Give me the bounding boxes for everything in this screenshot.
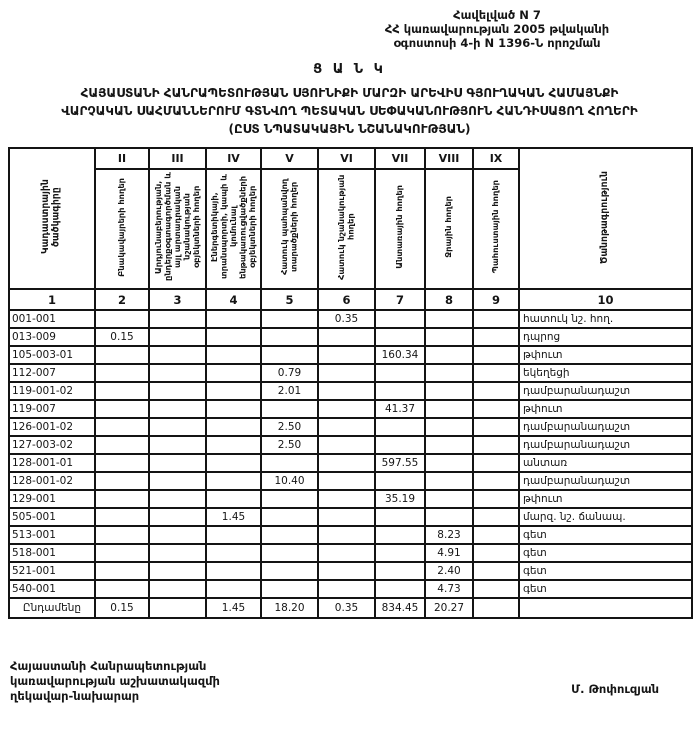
area-value-cell	[95, 346, 149, 364]
note-cell: դամբարանադաշտ	[519, 436, 692, 454]
area-value-cell	[375, 472, 425, 490]
table-row	[9, 454, 692, 472]
area-value-cell: 597.55	[375, 454, 425, 472]
area-value-cell	[318, 400, 375, 418]
roman-numeral-viii: VIII	[425, 148, 473, 169]
area-value-cell	[425, 346, 473, 364]
area-value-cell: 0.15	[95, 328, 149, 346]
column-number: 4	[206, 289, 261, 310]
area-value-cell	[375, 436, 425, 454]
table-row	[9, 436, 692, 454]
note-cell: գետ	[519, 580, 692, 598]
area-value-cell	[318, 454, 375, 472]
area-value-cell	[95, 580, 149, 598]
col-header-water-lands: Ջրային հողեր	[425, 169, 473, 289]
area-value-cell	[425, 328, 473, 346]
column-number: 5	[261, 289, 318, 310]
table-row	[9, 562, 692, 580]
column-number: 6	[318, 289, 375, 310]
area-value-cell	[425, 310, 473, 328]
signatory-title-line-2: կառավարության աշխատակազմի	[10, 674, 220, 688]
document-title	[0, 84, 699, 138]
area-value-cell	[206, 418, 261, 436]
table-row	[9, 526, 692, 544]
note-cell: թփուտ	[519, 400, 692, 418]
area-value-cell	[473, 580, 519, 598]
area-value-cell	[95, 310, 149, 328]
table-row	[9, 346, 692, 364]
area-value-cell	[149, 418, 206, 436]
area-value-cell	[206, 400, 261, 418]
cadastral-code-cell: 119-007	[9, 400, 95, 418]
table-row	[9, 508, 692, 526]
area-value-cell	[473, 346, 519, 364]
signatory-title-line-3: ղեկավար-նախարար	[10, 689, 140, 703]
area-value-cell	[425, 472, 473, 490]
area-value-cell	[473, 418, 519, 436]
table-row	[9, 472, 692, 490]
area-value-cell	[473, 562, 519, 580]
area-value-cell	[149, 580, 206, 598]
area-value-cell	[95, 418, 149, 436]
cadastral-code-cell: 128-001-01	[9, 454, 95, 472]
area-value-cell	[206, 328, 261, 346]
area-value-cell	[95, 382, 149, 400]
total-value: 0.35	[318, 598, 375, 618]
area-value-cell	[95, 562, 149, 580]
area-value-cell	[149, 436, 206, 454]
cadastral-code-cell: 513-001	[9, 526, 95, 544]
area-value-cell	[261, 400, 318, 418]
col-header-protected-lands: Հատուկ պահպանվող տարածքների հողեր	[261, 169, 318, 289]
area-value-cell	[95, 490, 149, 508]
annex-line-2: ՀՀ կառավարության 2005 թվականի	[384, 22, 610, 36]
area-value-cell	[149, 490, 206, 508]
cadastral-code-cell: 505-001	[9, 508, 95, 526]
note-cell: դամբարանադաշտ	[519, 418, 692, 436]
table-row	[9, 490, 692, 508]
area-value-cell	[149, 328, 206, 346]
area-value-cell	[206, 472, 261, 490]
col-header-settlement-lands: Բնակավայրերի հողեր	[95, 169, 149, 289]
total-note	[519, 598, 692, 618]
area-value-cell	[206, 382, 261, 400]
col-header-infrastructure-lands: Էներգետիկայի, տրանսպորտի, կապի և կոմունալ ենթակառուցվածքների օբյեկտների հողեր	[206, 169, 261, 289]
title-line-3: (ԸՍՏ ՆՊԱՏԱԿԱՅԻՆ ՆՇԱՆԱԿՈՒԹՅԱՆ)	[228, 122, 471, 136]
area-value-cell	[149, 562, 206, 580]
area-value-cell	[261, 580, 318, 598]
cadastral-code-cell: 112-007	[9, 364, 95, 382]
total-value: 20.27	[425, 598, 473, 618]
area-value-cell	[95, 400, 149, 418]
area-value-cell	[375, 508, 425, 526]
area-value-cell	[318, 418, 375, 436]
area-value-cell	[473, 364, 519, 382]
area-value-cell	[473, 472, 519, 490]
area-value-cell	[318, 328, 375, 346]
area-value-cell	[95, 526, 149, 544]
scanned-document-page	[0, 8, 699, 739]
annex-reference-block	[317, 8, 677, 50]
total-value: 0.15	[95, 598, 149, 618]
area-value-cell	[425, 454, 473, 472]
area-value-cell	[375, 310, 425, 328]
area-value-cell	[375, 382, 425, 400]
area-value-cell	[261, 490, 318, 508]
area-value-cell	[318, 382, 375, 400]
area-value-cell	[375, 544, 425, 562]
note-cell: դամբարանադաշտ	[519, 382, 692, 400]
area-value-cell	[318, 544, 375, 562]
table-row	[9, 418, 692, 436]
note-cell: անտառ	[519, 454, 692, 472]
roman-numeral-row	[9, 148, 692, 169]
annex-line-3: օգոստոսի 4-ի N 1396-Ն որոշման	[393, 36, 601, 50]
table-row	[9, 400, 692, 418]
col-header-cadastral-code	[9, 148, 95, 289]
note-cell: մարզ. նշ. ճանապ.	[519, 508, 692, 526]
table-body	[9, 310, 692, 598]
area-value-cell: 10.40	[261, 472, 318, 490]
area-value-cell	[473, 328, 519, 346]
note-cell: դամբարանադաշտ	[519, 472, 692, 490]
area-value-cell	[261, 454, 318, 472]
note-header-label: Ծանոթագրություն	[599, 170, 611, 264]
area-value-cell	[95, 508, 149, 526]
area-value-cell	[206, 580, 261, 598]
title-line-1: ՀԱՅԱՍՏԱՆԻ ՀԱՆՐԱՊԵՏՈՒԹՅԱՆ ՍՅՈՒՆԻՔԻ ՄԱՐԶԻ ԱՐԵՎԻՍ ԳՅՈՒՂԱԿԱՆ ՀԱՄԱՅՆՔԻ	[80, 86, 619, 100]
area-value-cell	[206, 562, 261, 580]
area-value-cell	[375, 562, 425, 580]
col-header-note	[519, 148, 692, 289]
area-value-cell	[95, 544, 149, 562]
area-value-cell	[206, 544, 261, 562]
area-value-cell	[425, 382, 473, 400]
area-value-cell: 0.79	[261, 364, 318, 382]
area-value-cell	[473, 526, 519, 544]
column-number-row	[9, 289, 692, 310]
cadastral-code-cell: 127-003-02	[9, 436, 95, 454]
area-value-cell	[206, 436, 261, 454]
col-header-forest-lands: Անտառային հողեր	[375, 169, 425, 289]
area-value-cell: 2.50	[261, 436, 318, 454]
area-value-cell	[95, 436, 149, 454]
area-value-cell	[473, 382, 519, 400]
column-number: 8	[425, 289, 473, 310]
area-value-cell: 2.40	[425, 562, 473, 580]
area-value-cell	[206, 526, 261, 544]
area-value-cell	[206, 454, 261, 472]
signature-block	[10, 659, 659, 704]
col-header-reserve-lands: Պահուստային հողեր	[473, 169, 519, 289]
area-value-cell	[425, 490, 473, 508]
roman-numeral-vii: VII	[375, 148, 425, 169]
total-value: 1.45	[206, 598, 261, 618]
area-value-cell	[473, 436, 519, 454]
area-value-cell	[206, 310, 261, 328]
signatory-title-line-1: Հայաստանի Հանրապետության	[10, 659, 207, 673]
total-value	[473, 598, 519, 618]
note-cell: եկեղեցի	[519, 364, 692, 382]
area-value-cell: 2.50	[261, 418, 318, 436]
table-row	[9, 544, 692, 562]
area-value-cell	[375, 328, 425, 346]
area-value-cell	[473, 490, 519, 508]
area-value-cell	[261, 328, 318, 346]
column-number: 10	[519, 289, 692, 310]
column-number: 2	[95, 289, 149, 310]
area-value-cell	[149, 526, 206, 544]
column-number: 3	[149, 289, 206, 310]
roman-numeral-iv: IV	[206, 148, 261, 169]
cadastral-code-cell: 128-001-02	[9, 472, 95, 490]
area-value-cell	[149, 346, 206, 364]
area-value-cell	[261, 544, 318, 562]
land-category-table	[8, 147, 693, 619]
note-cell: դպրոց	[519, 328, 692, 346]
area-value-cell	[206, 490, 261, 508]
annex-line-1: Հավելված N 7	[453, 8, 541, 22]
area-value-cell	[261, 310, 318, 328]
area-value-cell: 8.23	[425, 526, 473, 544]
roman-numeral-ix: IX	[473, 148, 519, 169]
area-value-cell	[318, 490, 375, 508]
table-row	[9, 328, 692, 346]
roman-numeral-v: V	[261, 148, 318, 169]
area-value-cell	[318, 562, 375, 580]
area-value-cell	[95, 454, 149, 472]
area-value-cell	[149, 400, 206, 418]
note-cell: հատուկ նշ. հող.	[519, 310, 692, 328]
area-value-cell	[206, 364, 261, 382]
area-value-cell: 0.35	[318, 310, 375, 328]
area-value-cell: 2.01	[261, 382, 318, 400]
note-cell: գետ	[519, 526, 692, 544]
area-value-cell	[375, 526, 425, 544]
col-header-industrial-lands: Արդյունաբերության, ընդերքօգտագործման և այլ արտադրական նշանակության օբյեկտների հողեր	[149, 169, 206, 289]
area-value-cell	[149, 544, 206, 562]
note-cell: թփուտ	[519, 346, 692, 364]
area-value-cell	[425, 436, 473, 454]
table-row	[9, 364, 692, 382]
table-row	[9, 310, 692, 328]
area-value-cell	[473, 544, 519, 562]
area-value-cell	[318, 580, 375, 598]
cadastral-code-cell: 126-001-02	[9, 418, 95, 436]
area-value-cell	[375, 580, 425, 598]
note-cell: գետ	[519, 544, 692, 562]
total-value	[149, 598, 206, 618]
area-value-cell: 4.91	[425, 544, 473, 562]
area-value-cell	[375, 364, 425, 382]
area-value-cell	[261, 562, 318, 580]
area-value-cell	[149, 364, 206, 382]
title-line-2: ՎԱՐՉԱԿԱՆ ՍԱՀՄԱՆՆԵՐՈՒՄ ԳՏՆՎՈՂ ՊԵՏԱԿԱՆ ՍԵՓԱԿԱՆՈՒԹՅՈՒՆ ՀԱՆԴԻՍԱՑՈՂ ՀՈՂԵՐԻ	[61, 104, 638, 118]
note-cell: գետ	[519, 562, 692, 580]
area-value-cell	[318, 508, 375, 526]
total-row	[9, 598, 692, 618]
area-value-cell	[95, 364, 149, 382]
area-value-cell	[206, 346, 261, 364]
column-number: 9	[473, 289, 519, 310]
cadastral-code-cell: 521-001	[9, 562, 95, 580]
cadastral-code-header-label: Կադաստրային ծածկագիրը	[40, 179, 62, 255]
area-value-cell	[473, 310, 519, 328]
area-value-cell	[318, 472, 375, 490]
total-label: Ընդամենը	[9, 598, 95, 618]
col-header-special-purpose-lands: Հատուկ նշանակության հողեր	[318, 169, 375, 289]
area-value-cell	[425, 364, 473, 382]
roman-numeral-vi: VI	[318, 148, 375, 169]
total-value: 18.20	[261, 598, 318, 618]
area-value-cell	[149, 508, 206, 526]
area-value-cell	[261, 346, 318, 364]
area-value-cell	[318, 346, 375, 364]
signatory-name: Մ. Թոփուզյան	[571, 682, 659, 696]
area-value-cell: 4.73	[425, 580, 473, 598]
area-value-cell	[425, 508, 473, 526]
cadastral-code-cell: 518-001	[9, 544, 95, 562]
area-value-cell	[149, 472, 206, 490]
cadastral-code-cell: 105-003-01	[9, 346, 95, 364]
cadastral-code-cell: 001-001	[9, 310, 95, 328]
area-value-cell	[473, 400, 519, 418]
note-cell: թփուտ	[519, 490, 692, 508]
list-heading: Ց Ա Ն Կ	[313, 62, 386, 77]
cadastral-code-cell: 013-009	[9, 328, 95, 346]
table-row	[9, 580, 692, 598]
area-value-cell	[473, 508, 519, 526]
cadastral-code-cell: 129-001	[9, 490, 95, 508]
area-value-cell	[318, 436, 375, 454]
column-number: 7	[375, 289, 425, 310]
signatory-title	[10, 659, 220, 704]
area-value-cell: 1.45	[206, 508, 261, 526]
area-value-cell: 41.37	[375, 400, 425, 418]
area-value-cell	[149, 454, 206, 472]
area-value-cell: 35.19	[375, 490, 425, 508]
column-number: 1	[9, 289, 95, 310]
area-value-cell	[425, 400, 473, 418]
area-value-cell	[261, 526, 318, 544]
cadastral-code-cell: 540-001	[9, 580, 95, 598]
area-value-cell	[149, 382, 206, 400]
table-row	[9, 382, 692, 400]
cadastral-code-cell: 119-001-02	[9, 382, 95, 400]
roman-numeral-ii: II	[95, 148, 149, 169]
area-value-cell	[318, 364, 375, 382]
area-value-cell	[95, 472, 149, 490]
area-value-cell	[375, 418, 425, 436]
area-value-cell	[425, 418, 473, 436]
area-value-cell	[473, 454, 519, 472]
roman-numeral-iii: III	[149, 148, 206, 169]
area-value-cell	[318, 526, 375, 544]
area-value-cell: 160.34	[375, 346, 425, 364]
area-value-cell	[261, 508, 318, 526]
total-value: 834.45	[375, 598, 425, 618]
area-value-cell	[149, 310, 206, 328]
